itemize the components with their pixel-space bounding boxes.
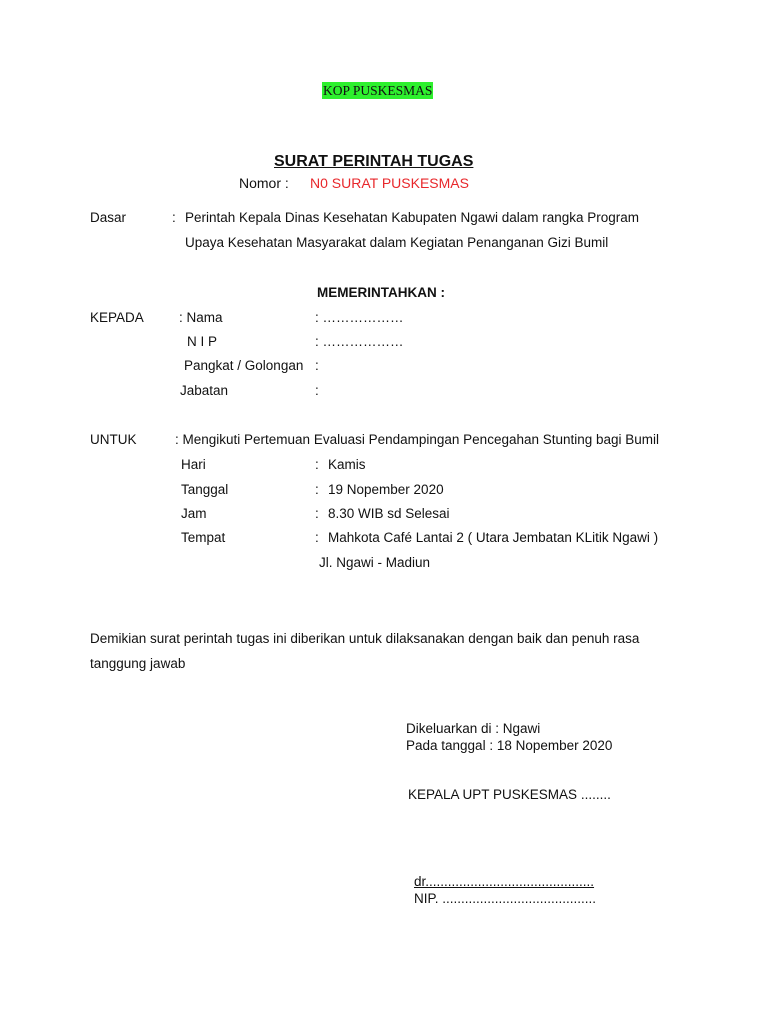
field-nama-value: : ……………… (315, 310, 404, 325)
field-tempat-address: Jl. Ngawi - Madiun (319, 555, 431, 570)
field-pangkat-label: Pangkat / Golongan (184, 358, 304, 373)
letter-title: SURAT PERINTAH TUGAS (274, 153, 474, 170)
dasar-text-line1: Perintah Kepala Dinas Kesehatan Kabupaten Ngawi dalam rangka Program (185, 210, 640, 225)
dasar-text-line2: Upaya Kesehatan Masyarakat dalam Kegiatan Penanganan Gizi Bumil (185, 235, 609, 250)
field-jam-value: 8.30 WIB sd Selesai (328, 506, 450, 521)
field-nip-value: : ……………… (315, 334, 404, 349)
field-nama-label: : Nama (179, 310, 223, 325)
closing-text-line2: tanggung jawab (90, 656, 186, 671)
field-tempat-colon: : (315, 530, 319, 545)
nomor-value: N0 SURAT PUSKESMAS (310, 175, 469, 191)
field-tanggal-colon: : (315, 482, 319, 497)
field-jabatan-value: : (315, 383, 319, 398)
field-tanggal-label: Tanggal (181, 482, 229, 497)
field-hari-value: Kamis (328, 457, 366, 472)
dasar-label: Dasar (90, 210, 127, 225)
issued-date: Pada tanggal : 18 Nopember 2020 (406, 738, 613, 753)
signatory-position: KEPALA UPT PUSKESMAS ........ (408, 787, 611, 802)
nomor-label: Nomor : (239, 175, 289, 191)
signatory-name: dr............................................. (414, 874, 595, 889)
kepada-label: KEPADA (90, 310, 144, 325)
signatory-nip: NIP. ......................................... (414, 891, 597, 906)
memerintahkan-heading: MEMERINTAHKAN : (317, 285, 445, 300)
field-tempat-value: Mahkota Café Lantai 2 ( Utara Jembatan KLitik Ngawi ) (328, 530, 659, 545)
issued-place: Dikeluarkan di : Ngawi (406, 721, 541, 736)
field-tanggal-value: 19 Nopember 2020 (328, 482, 444, 497)
letterhead-placeholder: KOP PUSKESMAS (323, 83, 433, 98)
field-pangkat-value: : (315, 358, 319, 373)
dasar-colon: : (172, 210, 176, 225)
field-jabatan-label: Jabatan (180, 383, 229, 398)
field-nip-label: N I P (187, 334, 218, 349)
field-jam-colon: : (315, 506, 319, 521)
closing-text-line1: Demikian surat perintah tugas ini diberikan untuk dilaksanakan dengan baik dan penuh rasa (90, 631, 640, 646)
untuk-label: UNTUK (90, 432, 137, 447)
field-hari-colon: : (315, 457, 319, 472)
field-jam-label: Jam (181, 506, 207, 521)
field-tempat-label: Tempat (181, 530, 226, 545)
untuk-purpose: : Mengikuti Pertemuan Evaluasi Pendampingan Pencegahan Stunting bagi Bumil (175, 432, 660, 447)
field-hari-label: Hari (181, 457, 206, 472)
